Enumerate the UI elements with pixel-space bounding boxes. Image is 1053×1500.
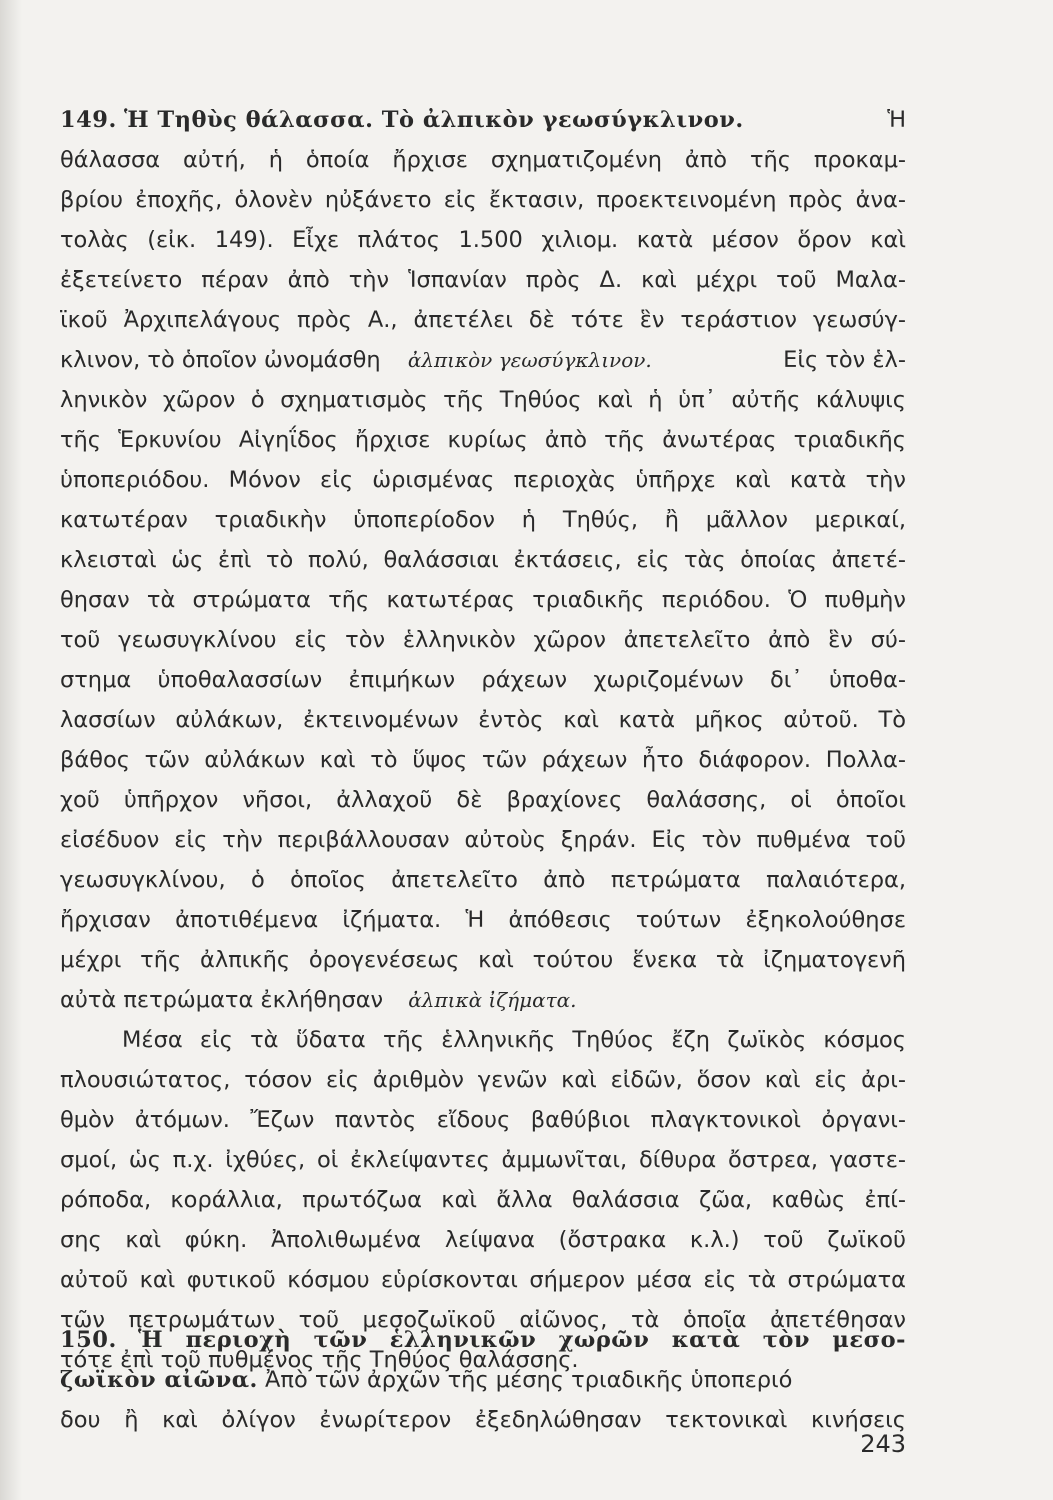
text-segment: αὐτὰ πετρώματα ἐκλήθησαν — [60, 987, 384, 1013]
section-150-line2 — [60, 1360, 906, 1400]
text-line: Μέσα εἰς τὰ ὕδατα τῆς ἑλληνικῆς Τηθύος ἔζη ζωϊκὸς κόσμος — [122, 1027, 906, 1053]
text-line: θάλασσα αὐτή, ἡ ὁποία ἤρχισε σχηματιζομένη ἀπὸ τῆς προκαμ- — [60, 147, 906, 173]
italic-term: ἀλπικὸν γεωσύγκλινον. — [407, 348, 652, 372]
text-line: ἐξετείνετο πέραν ἀπὸ τὴν Ἱσπανίαν πρὸς Δ. καὶ μέχρι τοῦ Μαλα- — [60, 267, 906, 293]
text-line: δου ἢ καὶ ὀλίγον ἐνωρίτερον ἐξεδηλώθησαν τεκτονικαὶ κινήσεις — [60, 1407, 906, 1433]
text-line: εἰσέδυον εἰς τὴν περιβάλλουσαν αὐτοὺς ξηράν. Εἰς τὸν πυθμένα τοῦ — [60, 827, 906, 853]
text-line: σης καὶ φύκη. Ἀπολιθωμένα λείψανα (ὄστρακα κ.λ.) τοῦ ζωϊκοῦ — [60, 1227, 906, 1253]
section-149-line1-rest: Ἡ — [887, 107, 906, 133]
section-150-heading-line — [60, 1320, 906, 1360]
text-line: αὐτοῦ καὶ φυτικοῦ κόσμου εὑρίσκονται σήμερον μέσα εἰς τὰ στρώματα — [60, 1267, 906, 1293]
section-149-heading-line — [60, 100, 906, 140]
section-150-title: Ἡ περιοχὴ τῶν ἑλληνικῶν χωρῶν κατὰ τὸν μεσο- — [138, 1327, 907, 1353]
text-line: σμοί, ὡς π.χ. ἰχθύες, οἱ ἐκλείψαντες ἀμμωνῖται, δίθυρα ὄστρεα, γαστε- — [60, 1147, 906, 1173]
text-line: ὑποπεριόδου. Μόνον εἰς ὡρισμένας περιοχὰς ὑπῆρχε καὶ κατὰ τὴν — [60, 467, 906, 493]
section-149-number: 149. — [60, 107, 117, 133]
page-edge-shadow — [0, 0, 22, 1500]
section-150-title-cont: ζωϊκὸν αἰῶνα. — [60, 1367, 258, 1393]
text-line: γεωσυγκλίνου, ὁ ὁποῖος ἀπετελεῖτο ἀπὸ πετρώματα παλαιότερα, — [60, 867, 906, 893]
text-line: θμὸν ἀτόμων. Ἔζων παντὸς εἴδους βαθύβιοι πλαγκτονικοὶ ὀργανι- — [60, 1107, 906, 1133]
italic-term: ἀλπικὰ ἰζήματα. — [408, 988, 577, 1012]
text-line-with-italic — [60, 340, 906, 380]
text-line: θησαν τὰ στρώματα τῆς κατωτέρας τριαδικῆς περιόδου. Ὁ πυθμὴν — [60, 587, 906, 613]
text-line: τολὰς (εἰκ. 149). Εἶχε πλάτος 1.500 χιλιομ. κατὰ μέσον ὅρον καὶ — [60, 227, 906, 253]
text-segment: κλινον, τὸ ὁποῖον ὠνομάσθη — [60, 347, 381, 373]
text-line: λασσίων αὐλάκων, ἐκτεινομένων ἐντὸς καὶ κατὰ μῆκος αὐτοῦ. Τὸ — [60, 707, 906, 733]
text-line: κατωτέραν τριαδικὴν ὑποπερίοδον ἡ Τηθύς, ἢ μᾶλλον μερικαί, — [60, 507, 906, 533]
text-line: πλουσιώτατος, τόσον εἰς ἀριθμὸν γενῶν καὶ εἰδῶν, ὅσον καὶ εἰς ἀρι- — [60, 1067, 906, 1093]
text-line: ληνικὸν χῶρον ὁ σχηματισμὸς τῆς Τηθύος καὶ ἡ ὑπ᾽ αὐτῆς κάλυψις — [60, 387, 906, 413]
text-line: κλεισταὶ ὡς ἐπὶ τὸ πολύ, θαλάσσιαι ἐκτάσεις, εἰς τὰς ὁποίας ἀπετέ- — [60, 547, 906, 573]
text-line: ἤρχισαν ἀποτιθέμενα ἰζήματα. Ἡ ἀπόθεσις τούτων ἐξηκολούθησε — [60, 907, 906, 933]
page-number: 243 — [860, 1430, 906, 1458]
text-line: ρόποδα, κοράλλια, πρωτόζωα καὶ ἄλλα θαλάσσια ζῶα, καθὼς ἐπί- — [60, 1187, 906, 1213]
text-line: τῶν πετρωμάτων τοῦ μεσοζωϊκοῦ αἰῶνος, τὰ ὁποῖα ἀπετέθησαν — [60, 1307, 906, 1333]
text-line: χοῦ ὑπῆρχον νῆσοι, ἀλλαχοῦ δὲ βραχίονες θαλάσσης, οἱ ὁποῖοι — [60, 787, 906, 813]
text-line-with-italic — [60, 980, 906, 1020]
text-line: τῆς Ἑρκυνίου Αἰγηΐδος ἤρχισε κυρίως ἀπὸ τῆς ἀνωτέρας τριαδικῆς — [60, 427, 906, 453]
text-line: στημα ὑποθαλασσίων ἐπιμήκων ράχεων χωριζομένων δι᾽ ὑποθα- — [60, 667, 906, 693]
text-line: βάθος τῶν αὐλάκων καὶ τὸ ὕψος τῶν ράχεων ἦτο διάφορον. Πολλα- — [60, 747, 906, 773]
text-segment: Εἰς τὸν ἑλ- — [783, 347, 906, 373]
section-149-title: Ἡ Τηθὺς θάλασσα. Τὸ ἀλπικὸν γεωσύγκλινον. — [123, 107, 744, 133]
section-150-number: 150. — [60, 1327, 117, 1353]
text-line: ϊκοῦ Ἀρχιπελάγους πρὸς Α., ἀπετέλει δὲ τότε ἓν τεράστιον γεωσύγ- — [60, 307, 906, 333]
text-line: βρίου ἐποχῆς, ὁλονὲν ηὐξάνετο εἰς ἔκτασιν, προεκτεινομένη πρὸς ἀνα- — [60, 187, 906, 213]
text-segment: Ἀπὸ τῶν ἀρχῶν τῆς μέσης τριαδικῆς ὑποπεριό — [265, 1367, 793, 1393]
text-line: τότε ἐπὶ τοῦ πυθμένος τῆς Τηθύος θαλάσσης. — [60, 1347, 579, 1373]
text-line: μέχρι τῆς ἀλπικῆς ὀρογενέσεως καὶ τούτου ἕνεκα τὰ ἰζηματογενῆ — [60, 947, 906, 973]
text-line: τοῦ γεωσυγκλίνου εἰς τὸν ἑλληνικὸν χῶρον ἀπετελεῖτο ἀπὸ ἓν σύ- — [60, 627, 906, 653]
